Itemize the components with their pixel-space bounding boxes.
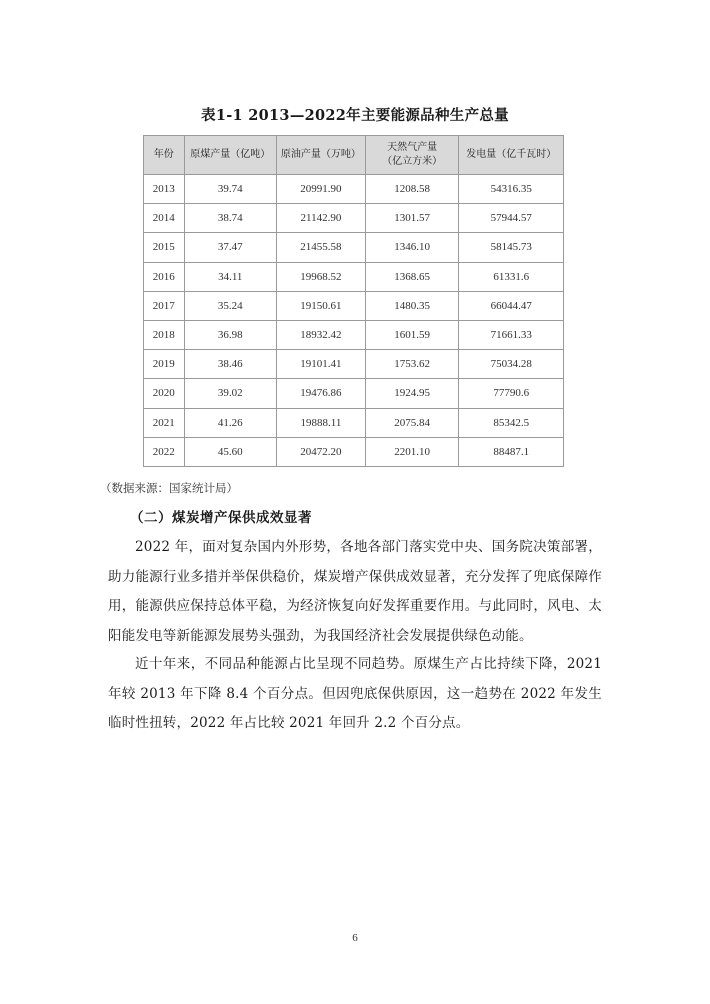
table-cell: 45.60 <box>184 437 276 466</box>
section-heading: （二）煤炭增产保供成效显著 <box>130 510 312 526</box>
table-cell: 1346.10 <box>365 233 459 262</box>
table-cell: 21142.90 <box>276 204 365 233</box>
table-row <box>144 437 564 466</box>
table-cell: 2201.10 <box>365 437 459 466</box>
table-cell: 2019 <box>144 350 185 379</box>
table-row <box>144 262 564 291</box>
table-cell: 2075.84 <box>365 408 459 437</box>
table-cell: 38.46 <box>184 350 276 379</box>
table-cell: 2018 <box>144 320 185 349</box>
header-oil: 原油产量（万吨） <box>276 136 365 175</box>
table-cell: 58145.73 <box>459 233 564 262</box>
table-title: 表1-1 2013—2022年主要能源品种生产总量 <box>201 107 509 124</box>
table-cell: 18932.42 <box>276 320 365 349</box>
table-cell: 34.11 <box>184 262 276 291</box>
table-cell: 61331.6 <box>459 262 564 291</box>
table-cell: 54316.35 <box>459 175 564 204</box>
table-cell: 66044.47 <box>459 291 564 320</box>
table-cell: 20472.20 <box>276 437 365 466</box>
table-cell: 38.74 <box>184 204 276 233</box>
table-cell: 2015 <box>144 233 185 262</box>
table-row <box>144 320 564 349</box>
table-cell: 2017 <box>144 291 185 320</box>
table-cell: 71661.33 <box>459 320 564 349</box>
table-cell: 21455.58 <box>276 233 365 262</box>
data-source-note: （数据来源：国家统计局） <box>100 481 238 495</box>
table-cell: 1208.58 <box>365 175 459 204</box>
table-cell: 35.24 <box>184 291 276 320</box>
body-paragraph: 2022 年，面对复杂国内外形势，各地各部门落实党中央、国务院决策部署，助力能源行业多措并举保供稳价，煤炭增产保供成效显著，充分发挥了兜底保障作用，能源供应保持总体平稳，为经济恢复向好发挥重要作用。与此同时，风电、太阳能发电等新能源发展势头强劲，为我国经济社会发展提供绿色动能。 <box>108 539 602 644</box>
table-row <box>144 233 564 262</box>
table-cell: 88487.1 <box>459 437 564 466</box>
table-cell: 20991.90 <box>276 175 365 204</box>
energy-production-table <box>143 135 564 467</box>
table-cell: 39.74 <box>184 175 276 204</box>
header-electricity: 发电量（亿千瓦时） <box>459 136 564 175</box>
table-cell: 1368.65 <box>365 262 459 291</box>
table-cell: 2013 <box>144 175 185 204</box>
table-cell: 2014 <box>144 204 185 233</box>
table-cell: 19101.41 <box>276 350 365 379</box>
table-row <box>144 379 564 408</box>
table-cell: 75034.28 <box>459 350 564 379</box>
table-row <box>144 408 564 437</box>
table-cell: 19476.86 <box>276 379 365 408</box>
page-number: 6 <box>352 932 358 944</box>
header-coal: 原煤产量（亿吨） <box>184 136 276 175</box>
table-cell: 37.47 <box>184 233 276 262</box>
table-cell: 77790.6 <box>459 379 564 408</box>
table-row <box>144 204 564 233</box>
table-cell: 1601.59 <box>365 320 459 349</box>
table-cell: 41.26 <box>184 408 276 437</box>
table-header-row <box>144 136 564 175</box>
table-cell: 85342.5 <box>459 408 564 437</box>
table-cell: 1301.57 <box>365 204 459 233</box>
table-cell: 19888.11 <box>276 408 365 437</box>
table-cell: 36.98 <box>184 320 276 349</box>
header-year: 年份 <box>144 136 185 175</box>
table-row <box>144 350 564 379</box>
table-cell: 19150.61 <box>276 291 365 320</box>
table-cell: 57944.57 <box>459 204 564 233</box>
table-cell: 2016 <box>144 262 185 291</box>
table-row <box>144 291 564 320</box>
table-cell: 1480.35 <box>365 291 459 320</box>
table-cell: 2020 <box>144 379 185 408</box>
table-cell: 2021 <box>144 408 185 437</box>
table-cell: 1924.95 <box>365 379 459 408</box>
table-cell: 2022 <box>144 437 185 466</box>
table-cell: 1753.62 <box>365 350 459 379</box>
body-paragraph: 近十年来，不同品种能源占比呈现不同趋势。原煤生产占比持续下降，2021 年较 2013 年下降 8.4 个百分点。但因兜底保供原因，这一趋势在 2022 年发生临时性扭转，2022 年占比较 2021 年回升 2.2 个百分点。 <box>108 656 602 731</box>
table-row <box>144 175 564 204</box>
table-cell: 39.02 <box>184 379 276 408</box>
table-cell: 19968.52 <box>276 262 365 291</box>
header-gas: 天然气产量 （亿立方米） <box>365 136 459 175</box>
